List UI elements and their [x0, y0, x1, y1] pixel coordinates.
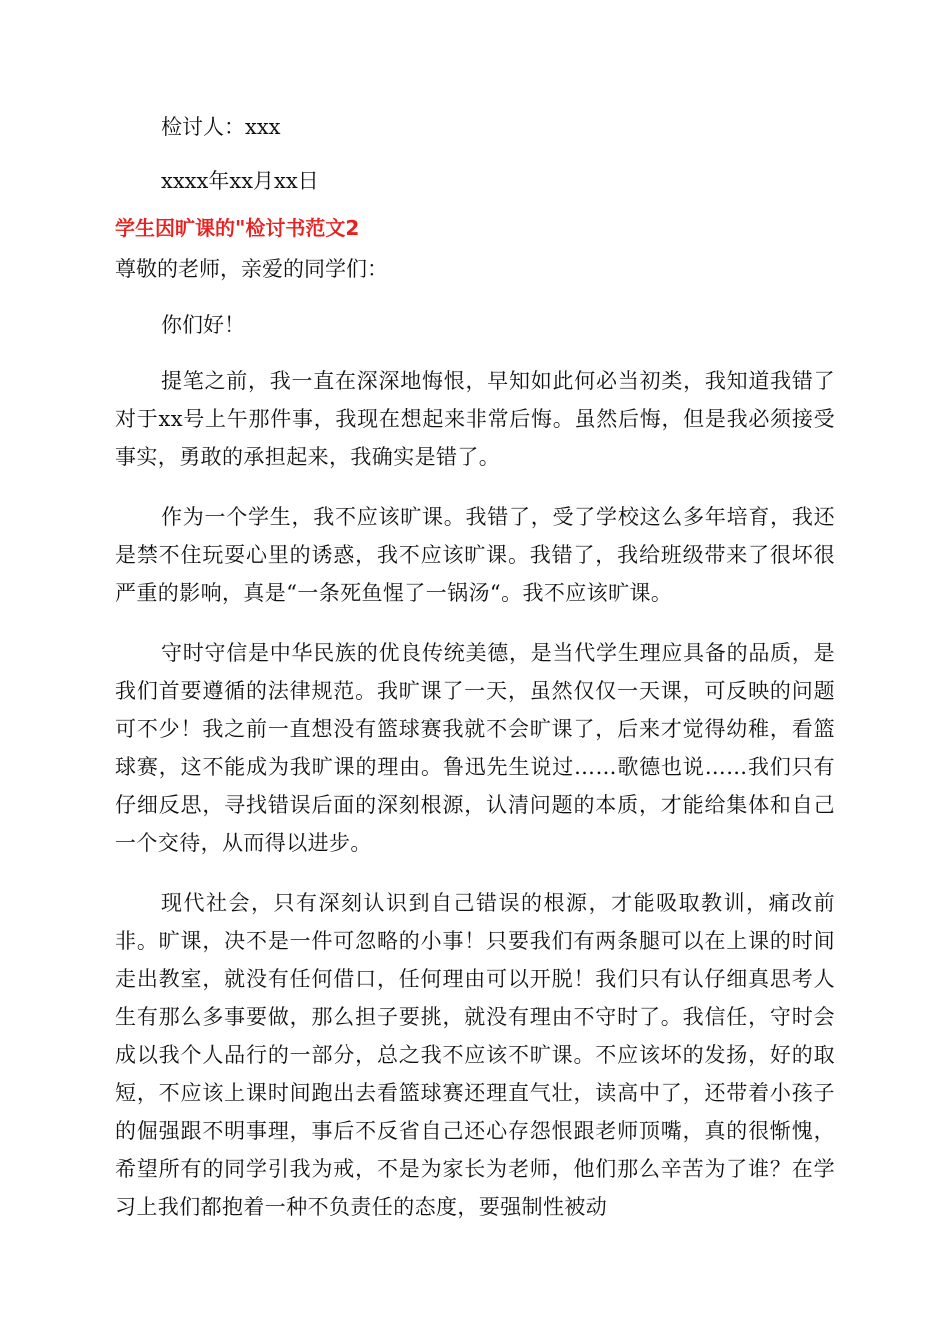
paragraph-2: 作为一个学生，我不应该旷课。我错了，受了学校这么多年培育，我还是禁不住玩耍心里的诱惑，我不应该旷课。我错了，我给班级带来了很坏很严重的影响，真是“一条死鱼惺了一锅汤“。我不应该旷课。 [115, 505, 835, 605]
paragraph-3: 守时守信是中华民族的优良传统美德，是当代学生理应具备的品质，是我们首要遵循的法律规范。我旷课了一天，虽然仅仅一天课，可反映的问题可不少！我之前一直想没有篮球赛我就不会旷课了，后来才觉得幼稚，看篮球赛，这不能成为我旷课的理由。鲁迅先生说过……歌德也说……我们只有仔细反思，寻找错误后面的深刻根源，认清问题的本质，才能给集体和自己一个交待，从而得以进步。 [115, 641, 835, 855]
section-heading: 学生因旷课的"检讨书范文2 [115, 216, 360, 240]
signer-line: 检讨人：xxx [161, 115, 281, 139]
date-line: xxxx年xx月xx日 [161, 169, 319, 193]
document-page [115, 108, 835, 1226]
paragraph-1: 提笔之前，我一直在深深地悔恨，早知如此何必当初类，我知道我错了对于xx号上午那件事，我现在想起来非常后悔。虽然后悔，但是我必须接受事实，勇敢的承担起来，我确实是错了。 [115, 369, 835, 469]
salutation: 尊敬的老师，亲爱的同学们： [115, 257, 388, 281]
paragraph-4: 现代社会，只有深刻认识到自己错误的根源，才能吸取教训，痛改前非。旷课，决不是一件可忽略的小事！只要我们有两条腿可以在上课的时间走出教室，就没有任何借口，任何理由可以开脱！我们只有认仔细真思考人生有那么多事要做，那么担子要挑，就没有理由不守时了。我信任，守时会成以我个人品行的一部分，总之我不应该不旷课。不应该坏的发扬，好的取短，不应该上课时间跑出去看篮球赛还理直气壮，读高中了，还带着小孩子的倔强跟不明事理，事后不反省自己还心存怨恨跟老师顶嘴，真的很惭愧，希望所有的同学引我为戒，不是为家长为老师，他们那么辛苦为了谁？在学习上我们都抱着一种不负责任的态度，要强制性被动 [115, 891, 835, 1219]
greeting: 你们好！ [161, 313, 245, 337]
